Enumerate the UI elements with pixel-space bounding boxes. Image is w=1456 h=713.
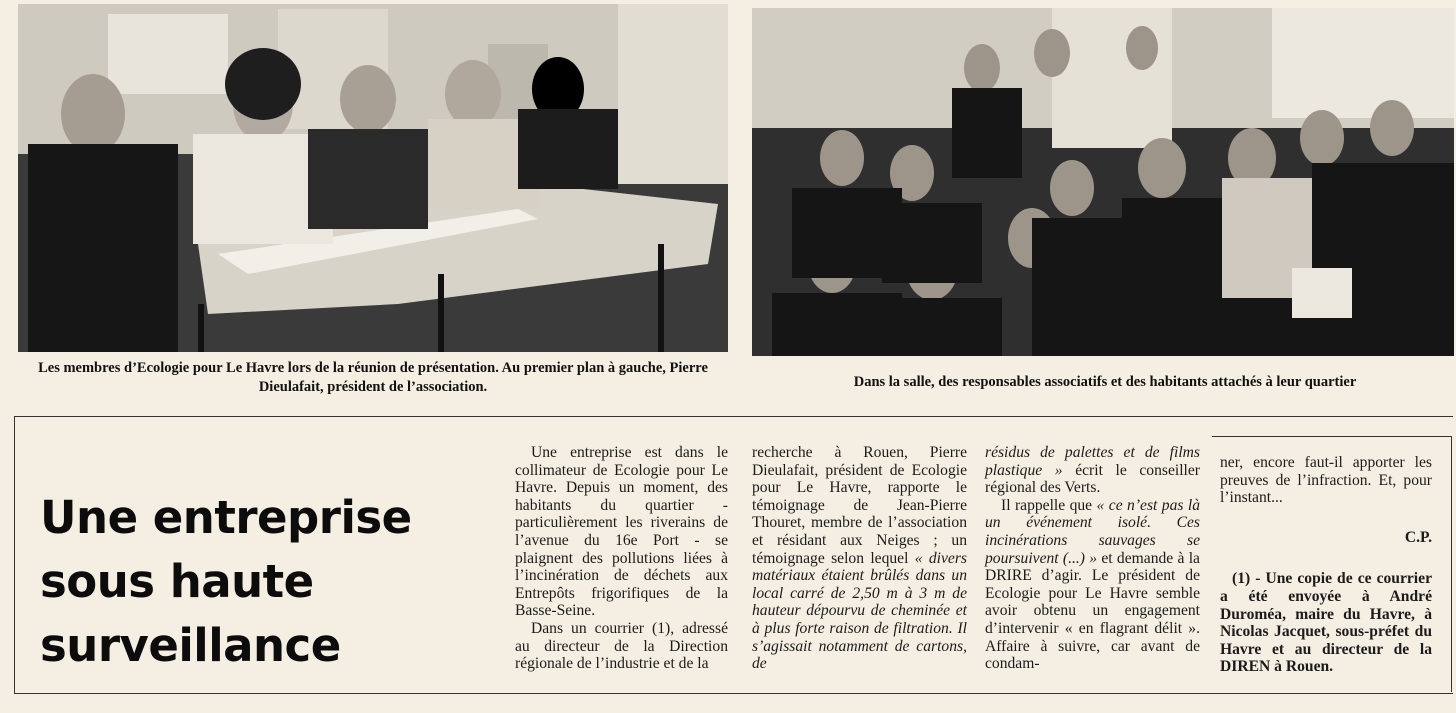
col3-quote-2: « ce n’est pas là un événement isolé. Ces incinérations sauvages se poursuivent (...) »	[985, 496, 1200, 567]
headline-line-1: Une entreprise	[40, 491, 412, 544]
col3-text-2: Il rappelle que	[1001, 496, 1093, 514]
headline-line-3: surveillance	[40, 619, 341, 672]
photo-caption-right: Dans la salle, des responsables associatifs et des habitants attachés à leur quartier	[853, 374, 1357, 390]
article-column-2	[752, 444, 967, 673]
col1-paragraph-2: Dans un courrier (1), adressé au directeur de la Direction régionale de l’industrie et de la	[515, 619, 728, 673]
col3-text-1: écrit le conseiller régional des Verts.	[985, 461, 1200, 497]
col4-paragraph-1: ner, encore faut-il apporter les preuves de l’infraction. Et, pour l’instant...	[1220, 454, 1432, 507]
col3-paragraph-1	[985, 444, 1200, 497]
article-column-1	[515, 444, 728, 673]
col2-paragraph-1	[752, 444, 967, 673]
headline-line-2: sous haute	[40, 555, 314, 608]
author-signature: C.P.	[1404, 528, 1432, 546]
col2-quote: « divers matériaux étaient brûlés dans un local carré de 2,50 m à 3 m de hauteur dépourvu de cheminée et à plus forte raison de filtration. Il s’agissait notamment de cartons, de	[752, 549, 967, 673]
article-frame-right-rule	[1451, 436, 1452, 692]
article-column-3	[985, 444, 1200, 673]
col3-paragraph-2	[985, 497, 1200, 673]
footnote	[1220, 570, 1432, 676]
footnote-text: (1) - Une copie de ce courrier a été envoyée à André Duroméa, maire du Havre, à Nicolas Jacquet, sous-préfet du Havre et au directeur de la DIREN à Rouen.	[1220, 570, 1432, 676]
col1-paragraph-1: Une entreprise est dans le collimateur de Ecologie pour Le Havre. Depuis un moment, des habitants du quartier - particulièrement les riverains de l’avenue du 16e Port - se plaignent des pollutions liées à l’incinération de déchets aux Entrepôts frigorifiques de la Basse-Seine.	[515, 444, 728, 620]
col2-text: recherche à Rouen, Pierre Dieulafait, président de Ecologie pour Le Havre, rapporte le témoignage de Jean-Pierre Thouret, membre de l’association et résidant aux Neiges ; un témoignage selon lequel	[752, 444, 967, 567]
photo-caption-left: Les membres d’Ecologie pour Le Havre lors de la réunion de présentation. Au premier plan à gauche, Pierre Dieulafait, président de l’association.	[38, 360, 708, 395]
article-headline	[40, 486, 480, 678]
col3-text-3: et demande à la DRIRE d’agir. Le président de Ecologie pour Le Havre semble avoir obtenu un engagement d’intervenir « en flagrant délit ». Affaire à suivre, car avant de condam-	[985, 549, 1200, 673]
photo-meeting-panel	[18, 4, 728, 352]
article-frame-top-right-rule	[1212, 436, 1452, 437]
col3-quote-1: résidus de palettes et de films plastique »	[985, 444, 1200, 479]
article-column-4	[1220, 454, 1432, 676]
photo-audience	[752, 8, 1454, 356]
